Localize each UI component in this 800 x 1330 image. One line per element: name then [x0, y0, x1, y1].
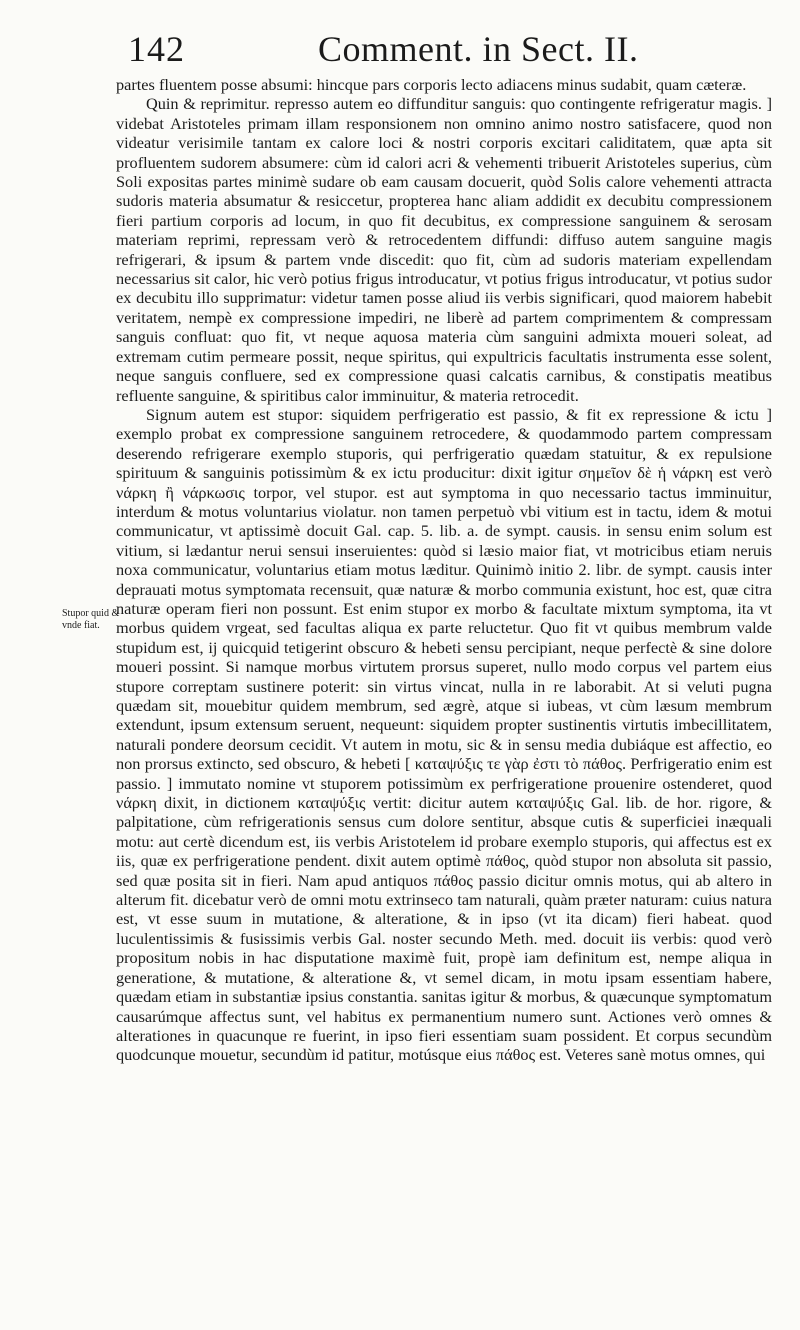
paragraph-continuation: partes fluentem posse absumi: hincque pars corporis lecto adiacens minus sudabit, quam cæteræ.: [116, 75, 747, 94]
page-number: 142: [128, 29, 185, 69]
page-header: [128, 28, 768, 78]
body-text: [116, 75, 772, 1065]
paragraph-signum-stupor: Signum autem est stupor: siquidem perfrigeratio est passio, & fit ex repressione & ictu ] exemplo probat ex compressione sanguinem retrocedere, & quodammodo partem compressam deserendo refrigerare exemplo stuporis, qui perfrigeratio quædam statuitur, & ex repulsione spirituum & sanguinis potissimùm & ex ictu producitur: dixit igitur σημεῖον δὲ ἡ νάρκη est verò νάρκη ἢ νάρκωσις torpor, vel stupor. est aut symptoma in quo necessario tactus imminuitur, interdum & motus voluntarius violatur. non tamen perpetuò vbi vitium est in tactu, idem & motui communicatur, vt aptissimè docuit Gal. cap. 5. lib. a. de sympt. causis. in sensu enim solum est vitium, si lædantur nerui sensui inseruientes: quòd si læsio maior fiat, vt motricibus etiam neruis noxa communicatur, voluntarius etiam motus læditur. Quinimò initio 2. libr. de sympt. causis inter deprauati motus symptomata recensuit, quæ naturæ & morbo communia existunt, hoc est, quæ citra naturæ operam fieri non possunt. Est enim stupor ex morbo & facultate mixtum symptoma, ita vt morbus quidem vrgeat, sed facultas aliqua ex parte reluctetur. Quo fit vt quibus membrum valde stupidum est, ij quicquid tetigerint obscuro & hebeti sensu percipiant, neque perfectè & sine dolore moueri possint. Si namque morbus virtutem prorsus superet, nullo modo corpus vel partem eius stupore correptam sustinere poterit: sin virtus vincat, nulla in re laborabit. At si veluti pugna quædam sit, mouebitur quidem membrum, sed ægrè, atque si iubeas, vt cùm læsum membrum extendunt, ipsum extensum seruent, nequeunt: siquidem propter sustinentis virtutis imbecillitatem, naturali pondere deorsum cecidit. Vt autem in motu, sic & in sensu media dubiáque est affectio, eo non prorsus extincto, sed obscuro, & hebeti [ καταψύξις τε γὰρ ἐστι τὸ πάθος. Perfrigeratio enim est passio. ] immutato nomine vt stuporem potissimùm ex perfrigeratione prouenire ostenderet, quod νάρκη dixit, in dictionem καταψύξις vertit: dicitur autem καταψύξις Gal. lib. de hor. rigore, & palpitatione, cùm refrigerationis sensus cum dolore sentitur, absque cutis & superficiei inæquali motu: aut certè dicendum est, iis verbis Aristotelem id probare exemplo stuporis, qui affectus est ex iis, quæ ex perfrigeratione pendent. dixit autem optimè πάθος, quòd stupor non absoluta sit passio, sed quæ posita sit in fieri. Nam apud antiquos πάθος passio dicitur omnis motus, qui ab altero in alterum fit. dicebatur verò de omni motu extrinseco tam naturali, quàm præter naturam: cuius natura est, vt esse suum in mutatione, & alteratione, & in ipso (vt ita dicam) fieri habeat. quod luculentissimis & fusissimis verbis Gal. noster secundo Meth. med. docuit iis verbis: quod verò propositum nobis in hac disputatione maximè fuit, propè iam definitum est, nempe aliqua in generatione, & mutatione, & alteratione &, vt semel dicam, in motu ipsam essentiam habere, quædam etiam in substantiæ ipsius constantia. sanitas igitur & morbus, & quæcunque symptomatum causarúmque affectus sunt, vel habitus ex permanentium numero sunt. Actiones verò omnes & alterationes in quacunque re fuerint, in ipso fieri essentiam suam possident. Et corpus secundùm quodcunque mouetur, secundùm id patitur, motúsque eius πάθος est. Veteres sanè motus omnes, qui: [116, 404, 772, 1065]
paragraph-quin-reprimitur: Quin & reprimitur. represso autem eo diffunditur sanguis: quo contingente refrigeratur magis. ] videbat Aristoteles primam illam responsionem non omnino animo nostro satisfacere, quod non videatur verisimile tantam ex calore loci & nostri corporis excitari caliditatem, quæ apta sit profluentem sudorem absumere: cùm id calori acri & vehementi tribuerit Aristoteles superius, cùm Soli expositas partes minimè sudare ob eam causam docuerit, quòd Solis calore vehementi attracta sudoris materia absumatur & resiccetur, propterea hanc aliam addidit ex decubitu compressionem fieri partium corporis ad locum, in quo fit decubitus, ex compressione sanguinem & serosam materiam reprimi, repressam verò & retrocedentem diffundi: diffuso autem sanguine magis refrigerari, & ipsum & partem vnde discedit: quo fit, cùm ad sudoris materiam expellendam necessarius sit calor, hic verò potius frigus introducatur, vt potius frigus introducatur, vt potius sudor ex decubitu illo supprimatur: videtur tamen posse aliud iis verbis significari, quod maiorem habebit veritatem, nempè ex compressione impediri, ne liberè ad partem comprimentem & compressam sanguis confluat: quo fit, vt neque aquosa materia cùm sanguini admixta moueri soleat, ad extremam cutim permeare possit, neque spiritus, qui expultricis facultatis instrumenta esse solent, neque sanguis confluere, sed ex compressione quasi calcatis carnibus, & constipatis meatibus refluente sanguine, & spiritibus calor imminuitur, & materia retrocedit.: [116, 94, 772, 405]
running-title: Comment. in Sect. II.: [318, 29, 639, 69]
margin-note: Stupor quid & vnde fiat.: [62, 608, 120, 631]
